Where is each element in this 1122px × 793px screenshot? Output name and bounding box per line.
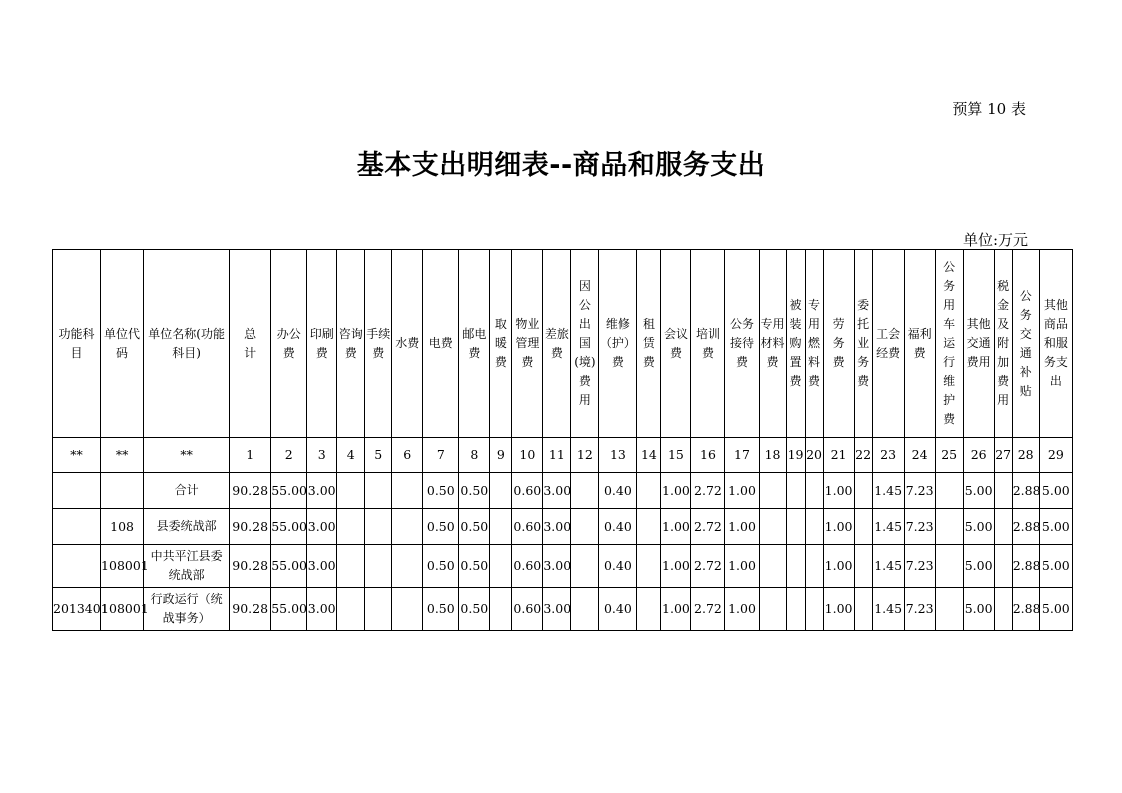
value-cell [854, 545, 872, 588]
value-cell: 3.00 [543, 545, 571, 588]
column-header [101, 250, 144, 438]
index-cell: 17 [725, 438, 759, 473]
index-cell: 23 [872, 438, 904, 473]
value-cell: 0.50 [423, 588, 459, 631]
index-cell: 22 [854, 438, 872, 473]
column-header [872, 250, 904, 438]
value-cell [490, 545, 512, 588]
column-header [392, 250, 423, 438]
column-header-label: 公 务 用 车 运 行 维 护 费 [943, 260, 956, 426]
value-cell: 1.00 [725, 545, 759, 588]
value-cell: 2.72 [691, 509, 725, 545]
index-cell: 7 [423, 438, 459, 473]
value-cell: 1.00 [661, 588, 691, 631]
value-cell [365, 588, 392, 631]
column-header [823, 250, 854, 438]
value-cell: 2.72 [691, 473, 725, 509]
column-header-label: 专用 材料 费 [760, 317, 785, 369]
value-cell: 3.00 [543, 473, 571, 509]
column-header-label: 公务 接待 费 [729, 317, 754, 369]
index-cell: 10 [512, 438, 543, 473]
value-cell: 5.00 [1039, 588, 1072, 631]
value-cell: 0.50 [423, 473, 459, 509]
value-cell [994, 588, 1012, 631]
value-cell: 2.88 [1012, 588, 1039, 631]
value-cell: 0.40 [599, 473, 637, 509]
column-header-label: 因 公 出 国 (境) 费 用 [574, 279, 596, 407]
value-cell [337, 588, 365, 631]
unit-name-text: 县委统战部 [156, 519, 217, 533]
value-cell [571, 588, 599, 631]
value-cell: 0.40 [599, 545, 637, 588]
table-row [53, 588, 1073, 631]
value-cell: 3.00 [307, 509, 337, 545]
value-cell [337, 509, 365, 545]
column-header-label: 劳 务 费 [832, 317, 845, 369]
column-header [759, 250, 786, 438]
column-header [512, 250, 543, 438]
value-cell: 7.23 [904, 509, 935, 545]
column-header [490, 250, 512, 438]
index-cell: 24 [904, 438, 935, 473]
value-cell [759, 509, 786, 545]
unit-name-cell [144, 588, 230, 631]
table-row [53, 473, 1073, 509]
column-header-label: 其他 商品 和服 务支 出 [1043, 298, 1068, 388]
value-cell: 1.45 [872, 588, 904, 631]
value-cell [637, 588, 661, 631]
unit-name-cell [144, 509, 230, 545]
column-header [854, 250, 872, 438]
value-cell: 5.00 [963, 545, 994, 588]
value-cell [854, 509, 872, 545]
value-cell [786, 509, 805, 545]
value-cell [337, 545, 365, 588]
value-cell [786, 545, 805, 588]
column-header [1039, 250, 1072, 438]
value-cell [805, 509, 823, 545]
value-cell: 2.88 [1012, 473, 1039, 509]
value-cell: 7.23 [904, 588, 935, 631]
index-cell: 27 [994, 438, 1012, 473]
unit-name-text: 合计 [174, 483, 199, 497]
value-cell [490, 473, 512, 509]
column-header [661, 250, 691, 438]
value-cell: 0.50 [459, 473, 490, 509]
value-cell: 5.00 [963, 509, 994, 545]
index-cell: 28 [1012, 438, 1039, 473]
column-header-label: 租 赁 费 [642, 317, 655, 369]
table-body [53, 250, 1073, 631]
column-header [1012, 250, 1039, 438]
column-header [307, 250, 337, 438]
value-cell [365, 545, 392, 588]
column-header-label: 咨询 费 [338, 326, 363, 360]
value-cell [805, 545, 823, 588]
value-cell: 2.88 [1012, 545, 1039, 588]
column-header-label: 手续 费 [366, 326, 391, 360]
value-cell [759, 588, 786, 631]
value-cell: 55.00 [271, 545, 307, 588]
column-header [691, 250, 725, 438]
column-header-label: 单位名称(功能 科目) [148, 326, 225, 360]
value-cell [637, 545, 661, 588]
value-cell: 1.00 [661, 545, 691, 588]
value-cell: 1.00 [823, 509, 854, 545]
index-cell: 3 [307, 438, 337, 473]
value-cell: 5.00 [963, 588, 994, 631]
index-cell: ** [144, 438, 230, 473]
value-cell: 0.50 [459, 509, 490, 545]
value-cell [637, 509, 661, 545]
value-cell [805, 473, 823, 509]
index-cell: 13 [599, 438, 637, 473]
value-cell [392, 588, 423, 631]
value-cell: 0.40 [599, 588, 637, 631]
column-header-label: 总 计 [244, 326, 257, 360]
column-header-label: 功能科 目 [58, 326, 95, 360]
column-header [725, 250, 759, 438]
value-cell: 1.00 [725, 509, 759, 545]
value-cell: 90.28 [230, 509, 271, 545]
column-header-label: 维修 （护） 费 [599, 317, 636, 369]
column-header-label: 其他 交通 费用 [966, 317, 991, 369]
unit-code-cell: 108 [101, 509, 144, 545]
index-cell: 16 [691, 438, 725, 473]
function-code-cell [53, 509, 101, 545]
column-header [599, 250, 637, 438]
value-cell [994, 473, 1012, 509]
column-header [994, 250, 1012, 438]
value-cell [365, 473, 392, 509]
column-header-label: 办公 费 [276, 326, 301, 360]
column-header [963, 250, 994, 438]
index-cell: ** [101, 438, 144, 473]
table-row [53, 509, 1073, 545]
function-code-cell [53, 545, 101, 588]
value-cell [571, 545, 599, 588]
column-header-label: 差旅 费 [544, 326, 569, 360]
value-cell: 90.28 [230, 588, 271, 631]
unit-name-cell [144, 473, 230, 509]
value-cell [935, 473, 963, 509]
index-cell: 18 [759, 438, 786, 473]
value-cell [805, 588, 823, 631]
column-header [53, 250, 101, 438]
column-header-label: 物业 管理 费 [515, 317, 540, 369]
column-header-label: 单位代 码 [104, 326, 141, 360]
unit-name-text: 中共平江县委 统战部 [150, 549, 223, 582]
index-cell: 21 [823, 438, 854, 473]
value-cell [935, 545, 963, 588]
header-row [53, 250, 1073, 438]
value-cell: 1.45 [872, 473, 904, 509]
value-cell [994, 509, 1012, 545]
index-cell: 11 [543, 438, 571, 473]
value-cell: 5.00 [1039, 545, 1072, 588]
value-cell: 1.00 [823, 588, 854, 631]
unit-name-cell [144, 545, 230, 588]
value-cell [759, 473, 786, 509]
value-cell: 3.00 [307, 473, 337, 509]
index-cell: 19 [786, 438, 805, 473]
unit-code-cell: 108001 [101, 588, 144, 631]
value-cell: 90.28 [230, 473, 271, 509]
value-cell: 0.60 [512, 588, 543, 631]
value-cell: 1.00 [725, 588, 759, 631]
value-cell: 1.00 [823, 545, 854, 588]
value-cell: 1.00 [725, 473, 759, 509]
index-cell: 2 [271, 438, 307, 473]
unit-code-cell [101, 473, 144, 509]
index-cell: 25 [935, 438, 963, 473]
value-cell: 1.00 [823, 473, 854, 509]
column-header-label: 专 用 燃 料 费 [808, 298, 821, 388]
unit-code-cell: 108001 [101, 545, 144, 588]
index-cell: 4 [337, 438, 365, 473]
index-cell: 29 [1039, 438, 1072, 473]
index-cell: 12 [571, 438, 599, 473]
index-cell: 26 [963, 438, 994, 473]
index-cell: 14 [637, 438, 661, 473]
column-header-label: 水费 [395, 336, 420, 350]
table-row [53, 545, 1073, 588]
value-cell: 90.28 [230, 545, 271, 588]
value-cell [786, 588, 805, 631]
column-header-label: 电费 [428, 336, 453, 350]
value-cell: 0.40 [599, 509, 637, 545]
value-cell: 0.60 [512, 509, 543, 545]
value-cell: 0.60 [512, 473, 543, 509]
column-header-label: 培训 费 [695, 326, 720, 360]
column-header [786, 250, 805, 438]
column-header-label: 取 暖 费 [494, 317, 507, 369]
column-header [337, 250, 365, 438]
index-cell: 9 [490, 438, 512, 473]
index-cell: 8 [459, 438, 490, 473]
value-cell: 2.72 [691, 588, 725, 631]
column-header [571, 250, 599, 438]
value-cell [392, 473, 423, 509]
unit-label: 单位:万元 [962, 231, 1028, 249]
column-header [365, 250, 392, 438]
column-header-label: 会议 费 [663, 326, 688, 360]
function-code-cell: 2013401 [53, 588, 101, 631]
expenditure-table [52, 249, 1073, 631]
value-cell: 5.00 [1039, 509, 1072, 545]
value-cell [571, 509, 599, 545]
value-cell: 7.23 [904, 473, 935, 509]
column-header-label: 公 务 交 通 补 贴 [1019, 288, 1032, 398]
column-header [637, 250, 661, 438]
column-header [543, 250, 571, 438]
value-cell: 1.45 [872, 545, 904, 588]
column-header [423, 250, 459, 438]
form-number: 预算 10 表 [952, 100, 1026, 118]
value-cell: 2.88 [1012, 509, 1039, 545]
value-cell: 5.00 [963, 473, 994, 509]
column-header [904, 250, 935, 438]
index-cell: 5 [365, 438, 392, 473]
column-header [459, 250, 490, 438]
value-cell [935, 509, 963, 545]
page-title: 基本支出明细表--商品和服务支出 [356, 150, 766, 181]
index-cell: 1 [230, 438, 271, 473]
column-header-label: 工会 经费 [876, 326, 901, 360]
value-cell [854, 588, 872, 631]
value-cell [935, 588, 963, 631]
value-cell: 1.45 [872, 509, 904, 545]
column-header-label: 税 金 及 附 加 费 用 [997, 279, 1010, 407]
value-cell [854, 473, 872, 509]
unit-name-text: 行政运行（统 战事务） [150, 592, 223, 625]
value-cell [365, 509, 392, 545]
value-cell: 55.00 [271, 473, 307, 509]
value-cell [786, 473, 805, 509]
value-cell: 3.00 [307, 588, 337, 631]
value-cell: 0.50 [423, 509, 459, 545]
value-cell [637, 473, 661, 509]
value-cell [392, 509, 423, 545]
value-cell: 3.00 [543, 588, 571, 631]
value-cell [571, 473, 599, 509]
column-header-label: 被 装 购 置 费 [789, 298, 802, 388]
column-header [230, 250, 271, 438]
value-cell: 3.00 [543, 509, 571, 545]
column-header-label: 邮电 费 [462, 326, 487, 360]
value-cell: 0.60 [512, 545, 543, 588]
value-cell: 55.00 [271, 509, 307, 545]
value-cell [759, 545, 786, 588]
value-cell [490, 509, 512, 545]
value-cell [337, 473, 365, 509]
value-cell [994, 545, 1012, 588]
index-row [53, 438, 1073, 473]
value-cell: 0.50 [423, 545, 459, 588]
value-cell: 1.00 [661, 473, 691, 509]
value-cell [392, 545, 423, 588]
index-cell: 6 [392, 438, 423, 473]
column-header-label: 印刷 费 [309, 326, 334, 360]
column-header [805, 250, 823, 438]
value-cell: 55.00 [271, 588, 307, 631]
value-cell: 0.50 [459, 545, 490, 588]
column-header [935, 250, 963, 438]
value-cell: 3.00 [307, 545, 337, 588]
index-cell: 15 [661, 438, 691, 473]
value-cell: 2.72 [691, 545, 725, 588]
column-header [144, 250, 230, 438]
value-cell: 0.50 [459, 588, 490, 631]
column-header-label: 福利 费 [907, 326, 932, 360]
value-cell: 5.00 [1039, 473, 1072, 509]
column-header-label: 委 托 业 务 费 [857, 298, 870, 388]
value-cell [490, 588, 512, 631]
index-cell: 20 [805, 438, 823, 473]
value-cell: 1.00 [661, 509, 691, 545]
index-cell: ** [53, 438, 101, 473]
value-cell: 7.23 [904, 545, 935, 588]
function-code-cell [53, 473, 101, 509]
column-header [271, 250, 307, 438]
